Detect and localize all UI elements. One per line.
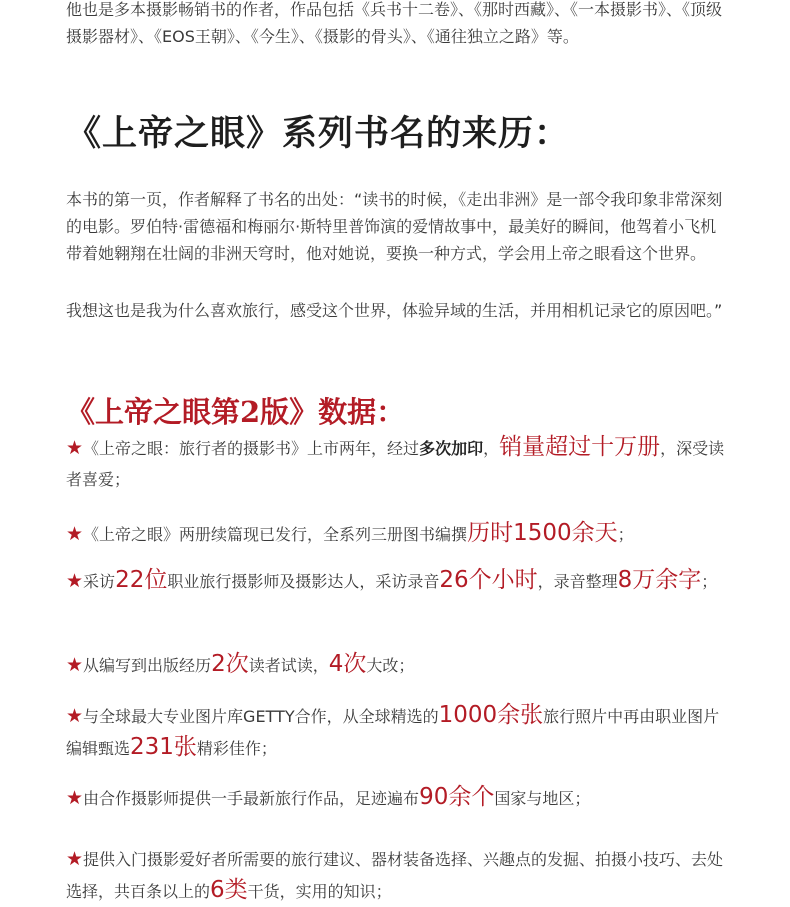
origin-paragraph-2: 我想这也是我为什么喜欢旅行，感受这个世界，体验异域的生活，并用相机记录它的原因吧。” (66, 301, 723, 320)
item-text: 《上帝之眼》两册续篇现已发行，全系列三册图书编撰 (83, 525, 468, 544)
item-highlight: 90余个 (419, 784, 495, 810)
data-item-tips (66, 844, 728, 907)
item-text: ， (483, 439, 500, 458)
item-text: 提供入门摄影爱好者所需要的旅行建议、器材装备选择、兴趣点的发掘、拍摄小技巧、去处选择，共百条以上的 (66, 850, 724, 901)
item-text: ； (701, 572, 718, 591)
star-icon: ★ (66, 523, 84, 545)
item-highlight: 8万余字 (617, 567, 702, 593)
item-text: 从编写到出版经历 (83, 656, 212, 675)
item-highlight: 4次 (328, 651, 367, 677)
origin-paragraph-1: 本书的第一页，作者解释了书名的出处：“读书的时候，《走出非洲》是一部令我印象非常深刻的电影。罗伯特·雷德福和梅丽尔·斯特里普饰演的爱情故事中，最美好的瞬间，他驾着小飞机带着她翱翔在壮阔的非洲天穹时，他对她说，要换一种方式，学会用上帝之眼看这个世界。 (66, 190, 723, 263)
star-icon: ★ (66, 437, 84, 459)
item-highlight: 231张 (130, 734, 197, 760)
item-highlight: 2次 (211, 651, 249, 677)
author-intro-paragraph: 他也是多本摄影畅销书的作者，作品包括《兵书十二卷》、《那时西藏》、《一本摄影书》、《顶级摄影器材》、《EOS王朝》、《今生》、《摄影的骨头》、《通往独立之路》等。 (66, 0, 723, 46)
star-icon: ★ (66, 654, 84, 676)
star-icon: ★ (66, 848, 84, 870)
item-text: 精彩佳作； (196, 739, 277, 758)
data-item-photographers (66, 782, 728, 814)
star-icon: ★ (66, 787, 84, 809)
item-text: 干货，实用的知识； (247, 882, 392, 901)
item-text: ，录音整理 (537, 572, 618, 591)
item-text: 采访 (83, 572, 116, 591)
data-item-sequels (66, 518, 728, 550)
item-highlight: 销量超过十万册 (499, 434, 661, 460)
data-item-sales (66, 432, 728, 495)
item-text: 大改； (366, 656, 415, 675)
item-highlight: 26个小时 (439, 567, 538, 593)
item-text: 国家与地区； (494, 789, 591, 808)
star-icon: ★ (66, 570, 84, 592)
item-highlight: 1000余张 (438, 702, 544, 728)
item-text: ； (617, 525, 634, 544)
star-icon: ★ (66, 705, 84, 727)
item-bold-text: 多次加印 (419, 439, 484, 458)
item-text: 旅行照片中再由职业图片编辑甄选 (66, 707, 720, 758)
item-text: 读者试读， (248, 656, 329, 675)
data-item-revisions (66, 649, 728, 681)
book-data-heading: 《上帝之眼第2版》数据： (66, 395, 406, 429)
item-text: 《上帝之眼：旅行者的摄影书》上市两年，经过 (83, 439, 420, 458)
item-text: 与全球最大专业图片库GETTY合作，从全球精选的 (83, 707, 439, 726)
book-title-origin-heading: 《上帝之眼》系列书名的来历： (66, 113, 571, 154)
data-item-getty (66, 700, 728, 764)
item-highlight: 6类 (210, 877, 248, 903)
item-highlight: 22位 (115, 567, 168, 593)
data-item-interviews (66, 565, 728, 597)
item-text: 由合作摄影师提供一手最新旅行作品，足迹遍布 (83, 789, 420, 808)
item-text: 职业旅行摄影师及摄影达人，采访录音 (167, 572, 440, 591)
item-text: ，深受读者喜爱； (66, 439, 725, 489)
item-highlight: 历时1500余天 (467, 520, 618, 546)
